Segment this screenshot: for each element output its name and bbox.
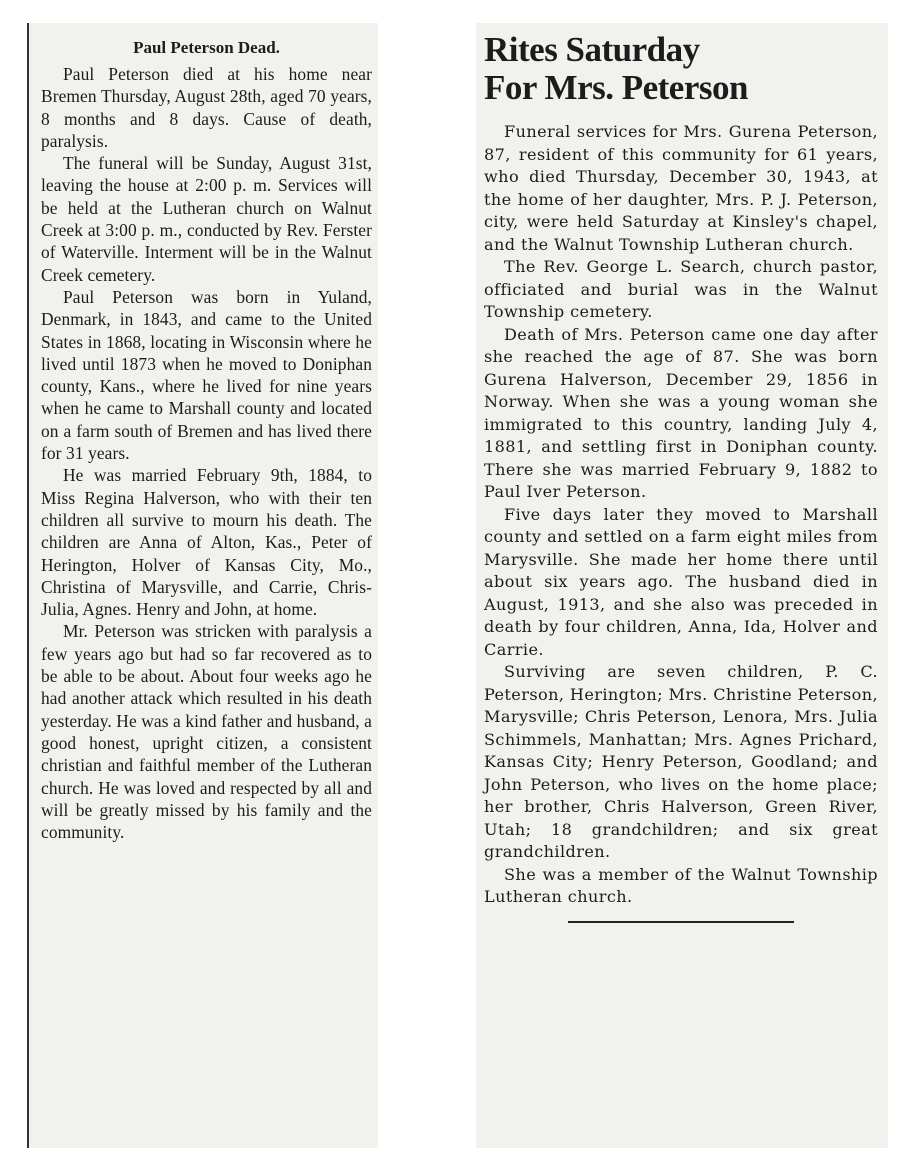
right-paragraph-officiant: The Rev. George L. Search, church pastor, officiated and burial was in the Walnut Township cemetery. [484,257,878,321]
left-paragraph-illness: Mr. Peterson was stricken with paralysis a few years ago but had so far recovered as to be able to be about. About four weeks ago he had another attack which resulted in his death yesterday. He was a kind father and husband, a good honest, upright citizen, a consistent christian and faithful member of the Lutheran church. He was loved and respected by all and will be greatly missed by his family and the community. [41,621,372,843]
right-paragraph-biography: Death of Mrs. Peterson came one day after she reached the age of 87. She was born Gurena Halverson, December 29, 1856 in Norway. When she was a young woman she immigrated to this country, landing July 4, 1881, and settling first in Doniphan county. There she was married February 9, 1882 to Paul Iver Peterson. [484,324,878,501]
right-paragraph-services: Funeral services for Mrs. Gurena Peterson, 87, resident of this community for 61 years, who died Thursday, December 30, 1943, at the home of her daughter, Mrs. P. J. Peterson, city, were held Saturday at Kinsley's chapel, and the Walnut Township Lutheran church. [484,122,878,254]
left-headline: Paul Peterson Dead. [133,38,280,57]
right-headline [484,31,878,107]
right-paragraph-later-life: Five days later they moved to Marshall county and settled on a farm eight miles from Marysville. She made her home there until about six years ago. The husband died in August, 1913, and she also was preceded in death by four children, Anna, Ida, Holver and Carrie. [484,504,878,659]
right-paragraph-membership: She was a member of the Walnut Township Lutheran church. [484,864,878,906]
end-rule-divider [568,921,794,923]
left-paragraph-biography: Paul Peterson was born in Yuland, Denmark, in 1843, and came to the United States in 1868, locating in Wisconsin where he lived until 1873 when he moved to Doniphan county, Kans., where he lived for nine years when he came to Marshall county and located on a farm south of Bremen and has lived there for 31 years. [41,286,372,464]
left-paragraph-funeral: The funeral will be Sunday, August 31st, leaving the house at 2:00 p. m. Services will be held at the Lutheran church on Walnut Creek at 3:00 p. m., conducted by Rev. Ferster of Waterville. Interment will be in the Walnut Creek cemetery. [41,153,372,285]
right-newspaper-clipping [476,23,888,1148]
right-headline-line-2: For Mrs. Peterson [484,68,748,107]
left-newspaper-clipping [27,23,378,1148]
right-headline-line-1: Rites Saturday [484,30,700,69]
right-paragraph-survivors: Surviving are seven children, P. C. Peterson, Herington; Mrs. Christine Peterson, Marysville; Chris Peterson, Lenora, Mrs. Julia Schimmels, Manhattan; Mrs. Agnes Prichard, Kansas City; Henry Peterson, Goodland; and John Peterson, who lives on the home place; her brother, Chris Halverson, Green River, Utah; 18 grandchildren; and six great grandchildren. [484,662,878,861]
left-paragraph-family: He was married February 9th, 1884, to Miss Regina Halverson, who with their ten children all survive to mourn his death. The children are Anna of Alton, Kas., Peter of Herington, Holver of Kansas City, Mo., Christina of Marysville, and Carrie, Chris-Julia, Agnes. Henry and John, at home. [41,465,372,620]
left-paragraph-death-notice: Paul Peterson died at his home near Bremen Thursday, August 28th, aged 70 years, 8 months and 8 days. Cause of death, paralysis. [41,64,372,151]
